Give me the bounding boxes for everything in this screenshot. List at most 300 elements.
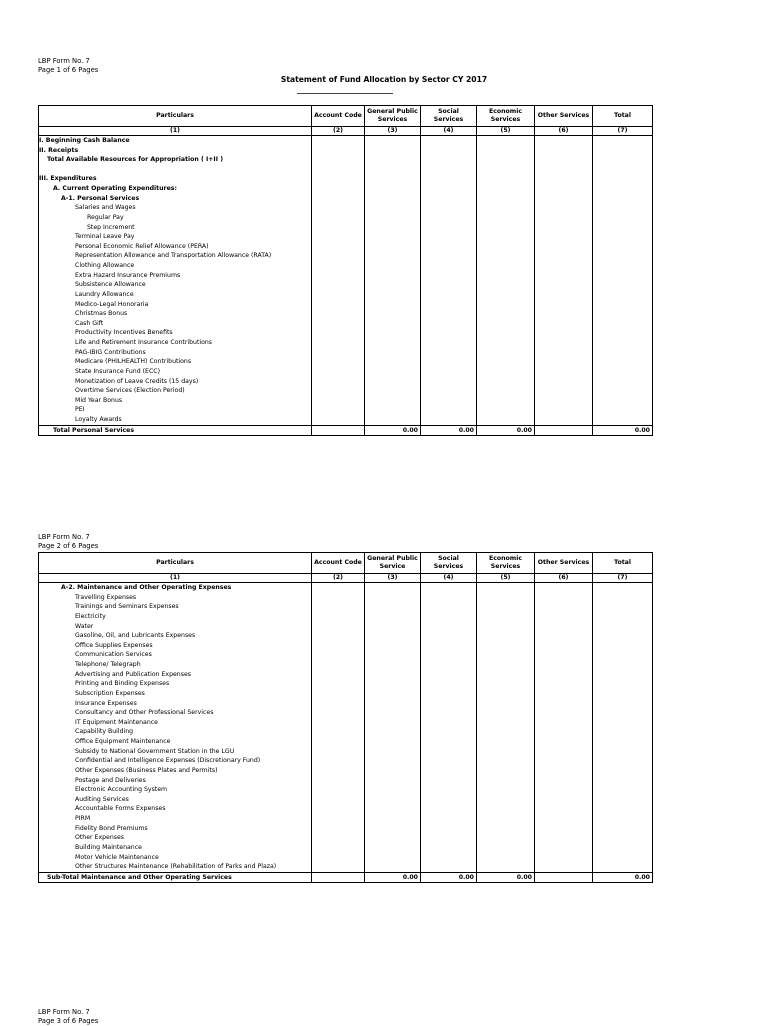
- row-value-cell: [593, 602, 653, 612]
- row-value-cell: [477, 146, 535, 156]
- row-value-cell: [365, 251, 421, 261]
- row-value-cell: [477, 223, 535, 233]
- row-value-cell: [365, 814, 421, 824]
- row-value-cell: [312, 290, 365, 300]
- page3-page-indicator: Page 3 of 6 Pages: [38, 1017, 99, 1025]
- row-value-cell: [421, 405, 477, 415]
- row-value-cell: [477, 309, 535, 319]
- row-value-cell: [365, 242, 421, 252]
- row-value-cell: [593, 670, 653, 680]
- row-value-cell: [535, 650, 593, 660]
- total-cell-account-code: [312, 425, 365, 436]
- table-row: [39, 377, 653, 387]
- row-value-cell: [365, 348, 421, 358]
- row-value-cell: [593, 622, 653, 632]
- row-value-cell: [365, 699, 421, 709]
- table-row: [39, 213, 653, 223]
- page1-form-header: [38, 57, 98, 75]
- col-number: (4): [421, 574, 477, 583]
- row-value-cell: [477, 377, 535, 387]
- row-value-cell: [421, 612, 477, 622]
- row-value-cell: [312, 631, 365, 641]
- col-economic-services: Economic Services: [477, 553, 535, 574]
- row-particular-label: Total Available Resources for Appropriation ( I+II ): [39, 155, 312, 165]
- row-value-cell: [477, 833, 535, 843]
- row-value-cell: [421, 377, 477, 387]
- row-value-cell: [421, 348, 477, 358]
- row-particular-label: Step Increment: [39, 223, 312, 233]
- row-value-cell: [535, 146, 593, 156]
- row-value-cell: [421, 814, 477, 824]
- row-value-cell: [421, 718, 477, 728]
- row-value-cell: [365, 357, 421, 367]
- row-value-cell: [365, 737, 421, 747]
- row-value-cell: [365, 631, 421, 641]
- row-value-cell: [312, 689, 365, 699]
- row-particular-label: Regular Pay: [39, 213, 312, 223]
- row-value-cell: [421, 184, 477, 194]
- row-value-cell: [593, 415, 653, 425]
- row-value-cell: [312, 203, 365, 213]
- col-number: (2): [312, 574, 365, 583]
- row-value-cell: [312, 593, 365, 603]
- row-value-cell: [421, 853, 477, 863]
- row-value-cell: [312, 232, 365, 242]
- row-value-cell: [365, 602, 421, 612]
- table-row: [39, 415, 653, 425]
- row-value-cell: [312, 785, 365, 795]
- table-row: [39, 776, 653, 786]
- page1-total-row: [39, 425, 653, 436]
- row-particular-label: Representation Allowance and Transportation Allowance (RATA): [39, 251, 312, 261]
- row-value-cell: [421, 280, 477, 290]
- row-value-cell: [365, 804, 421, 814]
- row-value-cell: [421, 670, 477, 680]
- row-value-cell: [477, 213, 535, 223]
- row-value-cell: [312, 727, 365, 737]
- row-value-cell: [365, 689, 421, 699]
- table-row: [39, 843, 653, 853]
- table-row: [39, 136, 653, 146]
- row-particular-label: Office Supplies Expenses: [39, 641, 312, 651]
- row-value-cell: [477, 174, 535, 184]
- row-value-cell: [535, 785, 593, 795]
- row-value-cell: [421, 396, 477, 406]
- row-value-cell: [312, 271, 365, 281]
- row-particular-label: Personal Economic Relief Allowance (PERA): [39, 242, 312, 252]
- row-value-cell: [477, 328, 535, 338]
- row-value-cell: [593, 165, 653, 175]
- row-particular-label: Postage and Deliveries: [39, 776, 312, 786]
- row-value-cell: [593, 155, 653, 165]
- row-value-cell: [477, 251, 535, 261]
- row-value-cell: [477, 756, 535, 766]
- row-value-cell: [535, 766, 593, 776]
- row-value-cell: [421, 622, 477, 632]
- row-value-cell: [593, 833, 653, 843]
- row-value-cell: [365, 415, 421, 425]
- row-value-cell: [312, 261, 365, 271]
- row-value-cell: [593, 232, 653, 242]
- row-value-cell: [421, 602, 477, 612]
- row-value-cell: [312, 650, 365, 660]
- row-value-cell: [312, 348, 365, 358]
- row-value-cell: [477, 747, 535, 757]
- row-value-cell: [535, 357, 593, 367]
- page2-form-header: [38, 533, 98, 551]
- col-social-services: Social Services: [421, 553, 477, 574]
- row-value-cell: [312, 146, 365, 156]
- col-economic-services: Economic Services: [477, 106, 535, 127]
- row-value-cell: [535, 612, 593, 622]
- row-value-cell: [535, 405, 593, 415]
- row-value-cell: [421, 833, 477, 843]
- row-value-cell: [312, 194, 365, 204]
- row-value-cell: [535, 756, 593, 766]
- row-value-cell: [421, 766, 477, 776]
- row-value-cell: [312, 804, 365, 814]
- table-row: [39, 670, 653, 680]
- row-value-cell: [477, 232, 535, 242]
- row-value-cell: [421, 213, 477, 223]
- row-value-cell: [477, 405, 535, 415]
- row-value-cell: [593, 612, 653, 622]
- row-value-cell: [477, 766, 535, 776]
- row-value-cell: [477, 184, 535, 194]
- row-value-cell: [365, 843, 421, 853]
- row-value-cell: [365, 174, 421, 184]
- row-value-cell: [421, 251, 477, 261]
- row-particular-label: Accountable Forms Expenses: [39, 804, 312, 814]
- row-particular-label: Printing and Binding Expenses: [39, 679, 312, 689]
- col-number: (2): [312, 127, 365, 136]
- total-cell-economic: 0.00: [477, 425, 535, 436]
- row-value-cell: [421, 776, 477, 786]
- row-value-cell: [535, 804, 593, 814]
- table-row: [39, 631, 653, 641]
- row-value-cell: [535, 155, 593, 165]
- row-value-cell: [477, 824, 535, 834]
- row-value-cell: [365, 203, 421, 213]
- row-value-cell: [365, 718, 421, 728]
- row-value-cell: [312, 833, 365, 843]
- row-value-cell: [535, 213, 593, 223]
- row-value-cell: [535, 747, 593, 757]
- row-value-cell: [421, 785, 477, 795]
- row-particular-label: PAG-IBIG Contributions: [39, 348, 312, 358]
- col-number: (6): [535, 127, 593, 136]
- row-particular-label: Water: [39, 622, 312, 632]
- row-particular-label: Subscription Expenses: [39, 689, 312, 699]
- row-particular-label: Other Expenses (Business Plates and Permits): [39, 766, 312, 776]
- total-cell-social: 0.00: [421, 425, 477, 436]
- table-row: [39, 708, 653, 718]
- row-particular-label: A. Current Operating Expenditures:: [39, 184, 312, 194]
- row-value-cell: [421, 862, 477, 872]
- row-value-cell: [421, 824, 477, 834]
- row-value-cell: [477, 785, 535, 795]
- col-number: (5): [477, 574, 535, 583]
- row-value-cell: [593, 583, 653, 593]
- row-particular-label: III. Expenditures: [39, 174, 312, 184]
- row-value-cell: [312, 843, 365, 853]
- row-value-cell: [535, 583, 593, 593]
- col-general-public-services: General Public Services: [365, 106, 421, 127]
- row-value-cell: [535, 271, 593, 281]
- row-value-cell: [593, 194, 653, 204]
- table-row: [39, 641, 653, 651]
- row-value-cell: [365, 824, 421, 834]
- row-particular-label: Confidential and Intelligence Expenses (Discretionary Fund): [39, 756, 312, 766]
- row-value-cell: [365, 747, 421, 757]
- row-value-cell: [312, 622, 365, 632]
- table-row: [39, 804, 653, 814]
- table-row: [39, 699, 653, 709]
- row-particular-label: II. Receipts: [39, 146, 312, 156]
- row-value-cell: [593, 271, 653, 281]
- row-value-cell: [365, 727, 421, 737]
- row-value-cell: [477, 699, 535, 709]
- row-particular-label: Building Maintenance: [39, 843, 312, 853]
- row-value-cell: [365, 223, 421, 233]
- col-account-code: Account Code: [312, 553, 365, 574]
- row-value-cell: [593, 708, 653, 718]
- table-row: [39, 396, 653, 406]
- row-value-cell: [535, 737, 593, 747]
- row-value-cell: [312, 641, 365, 651]
- table-row: [39, 357, 653, 367]
- row-value-cell: [421, 386, 477, 396]
- col-general-public-service: General Public Service: [365, 553, 421, 574]
- table-row: [39, 271, 653, 281]
- row-value-cell: [365, 660, 421, 670]
- row-value-cell: [593, 824, 653, 834]
- row-value-cell: [312, 699, 365, 709]
- row-value-cell: [593, 641, 653, 651]
- table-row: [39, 689, 653, 699]
- row-value-cell: [477, 795, 535, 805]
- row-value-cell: [535, 386, 593, 396]
- row-value-cell: [535, 670, 593, 680]
- row-value-cell: [593, 203, 653, 213]
- row-value-cell: [535, 593, 593, 603]
- row-value-cell: [312, 242, 365, 252]
- row-value-cell: [535, 415, 593, 425]
- row-value-cell: [421, 203, 477, 213]
- table-row: [39, 853, 653, 863]
- page3-form-header: [38, 1008, 98, 1026]
- row-particular-label: Productivity Incentives Benefits: [39, 328, 312, 338]
- row-value-cell: [365, 338, 421, 348]
- row-value-cell: [421, 232, 477, 242]
- row-value-cell: [535, 136, 593, 146]
- row-value-cell: [312, 405, 365, 415]
- table-row: [39, 242, 653, 252]
- row-value-cell: [312, 415, 365, 425]
- row-value-cell: [535, 319, 593, 329]
- row-value-cell: [593, 699, 653, 709]
- row-value-cell: [312, 309, 365, 319]
- row-value-cell: [535, 194, 593, 204]
- table-row: [39, 203, 653, 213]
- row-value-cell: [535, 776, 593, 786]
- row-value-cell: [535, 727, 593, 737]
- row-value-cell: [365, 622, 421, 632]
- row-value-cell: [593, 853, 653, 863]
- row-particular-label: Fidelity Bond Premiums: [39, 824, 312, 834]
- page3-form-number: LBP Form No. 7: [38, 1008, 90, 1016]
- row-value-cell: [421, 155, 477, 165]
- row-value-cell: [312, 824, 365, 834]
- table-row: [39, 194, 653, 204]
- table-row: [39, 795, 653, 805]
- row-value-cell: [593, 862, 653, 872]
- row-value-cell: [312, 184, 365, 194]
- col-number: (6): [535, 574, 593, 583]
- row-particular-label: [39, 165, 312, 175]
- page2-allocation-table: [38, 552, 653, 883]
- table-row: [39, 727, 653, 737]
- col-number: (4): [421, 127, 477, 136]
- row-value-cell: [593, 184, 653, 194]
- row-particular-label: Clothing Allowance: [39, 261, 312, 271]
- row-value-cell: [593, 785, 653, 795]
- table-row: [39, 612, 653, 622]
- row-value-cell: [421, 843, 477, 853]
- row-value-cell: [312, 223, 365, 233]
- row-value-cell: [593, 223, 653, 233]
- row-value-cell: [477, 804, 535, 814]
- row-value-cell: [593, 338, 653, 348]
- row-value-cell: [312, 756, 365, 766]
- row-value-cell: [421, 641, 477, 651]
- row-value-cell: [421, 660, 477, 670]
- row-value-cell: [365, 708, 421, 718]
- row-value-cell: [593, 718, 653, 728]
- row-particular-label: Medicare (PHILHEALTH) Contributions: [39, 357, 312, 367]
- row-value-cell: [421, 309, 477, 319]
- row-particular-label: Travelling Expenses: [39, 593, 312, 603]
- table-row: [39, 862, 653, 872]
- row-value-cell: [477, 155, 535, 165]
- row-value-cell: [535, 631, 593, 641]
- table-row: [39, 602, 653, 612]
- row-value-cell: [312, 213, 365, 223]
- row-value-cell: [365, 396, 421, 406]
- table-row: [39, 833, 653, 843]
- row-value-cell: [312, 747, 365, 757]
- row-value-cell: [365, 756, 421, 766]
- total-cell-economic: 0.00: [477, 872, 535, 883]
- row-particular-label: IT Equipment Maintenance: [39, 718, 312, 728]
- row-particular-label: Life and Retirement Insurance Contributions: [39, 338, 312, 348]
- row-value-cell: [535, 290, 593, 300]
- row-particular-label: Communication Services: [39, 650, 312, 660]
- row-value-cell: [365, 593, 421, 603]
- row-value-cell: [312, 155, 365, 165]
- table-row: [39, 756, 653, 766]
- total-cell-general-public: 0.00: [365, 425, 421, 436]
- row-particular-label: PEI: [39, 405, 312, 415]
- col-number: (1): [39, 574, 312, 583]
- col-social-services: Social Services: [421, 106, 477, 127]
- row-value-cell: [535, 165, 593, 175]
- row-value-cell: [365, 136, 421, 146]
- row-particular-label: Monetization of Leave Credits (15 days): [39, 377, 312, 387]
- row-value-cell: [365, 650, 421, 660]
- row-value-cell: [421, 261, 477, 271]
- row-value-cell: [477, 415, 535, 425]
- row-value-cell: [421, 747, 477, 757]
- page1-column-number-row: [39, 127, 653, 136]
- row-value-cell: [421, 737, 477, 747]
- table-row: [39, 251, 653, 261]
- col-account-code: Account Code: [312, 106, 365, 127]
- row-value-cell: [535, 174, 593, 184]
- row-particular-label: Insurance Expenses: [39, 699, 312, 709]
- table-row: [39, 290, 653, 300]
- row-value-cell: [535, 689, 593, 699]
- row-value-cell: [535, 843, 593, 853]
- row-value-cell: [477, 165, 535, 175]
- row-value-cell: [593, 631, 653, 641]
- row-particular-label: I. Beginning Cash Balance: [39, 136, 312, 146]
- row-particular-label: A-2. Maintenance and Other Operating Expenses: [39, 583, 312, 593]
- row-particular-label: Telephone/ Telegraph: [39, 660, 312, 670]
- row-value-cell: [312, 328, 365, 338]
- row-value-cell: [477, 602, 535, 612]
- table-row: [39, 583, 653, 593]
- row-value-cell: [593, 213, 653, 223]
- row-value-cell: [535, 814, 593, 824]
- row-value-cell: [365, 165, 421, 175]
- row-value-cell: [477, 862, 535, 872]
- row-value-cell: [365, 670, 421, 680]
- total-cell-general-public: 0.00: [365, 872, 421, 883]
- row-value-cell: [593, 747, 653, 757]
- row-value-cell: [593, 396, 653, 406]
- row-value-cell: [477, 631, 535, 641]
- row-value-cell: [477, 203, 535, 213]
- row-value-cell: [593, 660, 653, 670]
- row-value-cell: [477, 689, 535, 699]
- row-value-cell: [593, 319, 653, 329]
- row-value-cell: [535, 377, 593, 387]
- row-value-cell: [477, 271, 535, 281]
- row-particular-label: Subsidy to National Government Station in the LGU: [39, 747, 312, 757]
- row-value-cell: [477, 814, 535, 824]
- row-particular-label: Terminal Leave Pay: [39, 232, 312, 242]
- row-value-cell: [535, 622, 593, 632]
- table-row: [39, 386, 653, 396]
- row-value-cell: [312, 319, 365, 329]
- row-value-cell: [365, 776, 421, 786]
- row-value-cell: [477, 737, 535, 747]
- row-value-cell: [535, 660, 593, 670]
- row-value-cell: [535, 824, 593, 834]
- row-value-cell: [312, 338, 365, 348]
- row-value-cell: [477, 300, 535, 310]
- row-value-cell: [421, 338, 477, 348]
- row-value-cell: [365, 853, 421, 863]
- row-value-cell: [477, 583, 535, 593]
- row-value-cell: [593, 300, 653, 310]
- row-value-cell: [593, 377, 653, 387]
- row-particular-label: Subsistence Allowance: [39, 280, 312, 290]
- row-value-cell: [312, 251, 365, 261]
- row-value-cell: [421, 583, 477, 593]
- row-value-cell: [593, 737, 653, 747]
